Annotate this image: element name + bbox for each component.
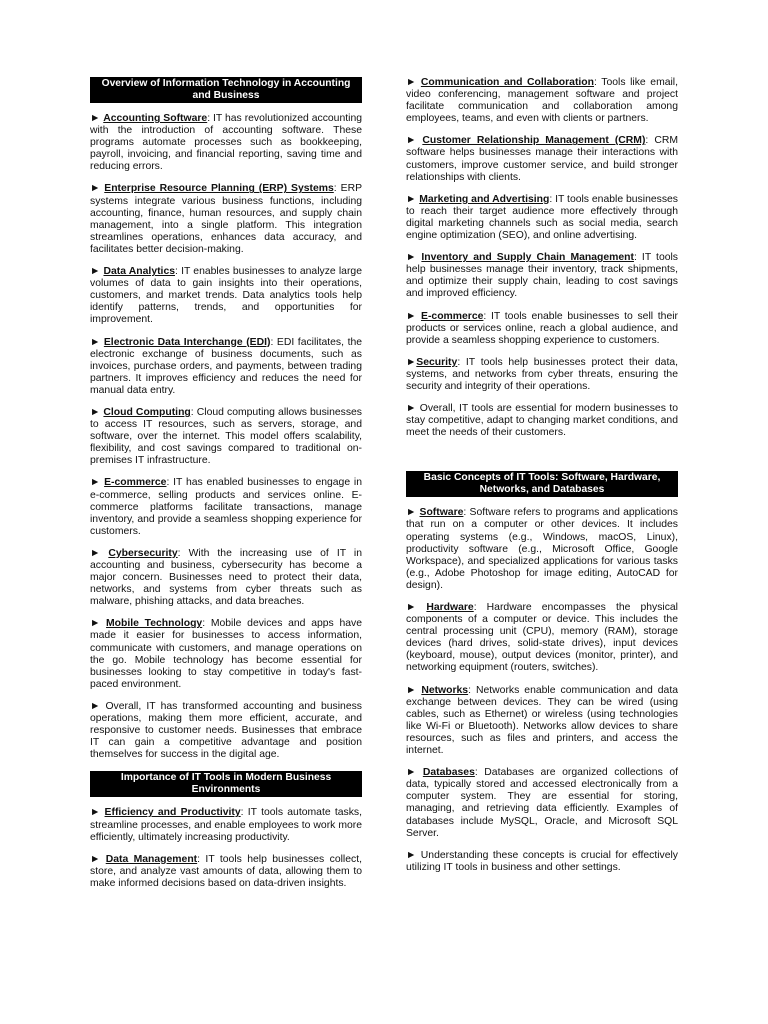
term-label: Security (416, 356, 458, 368)
bullet-arrow-icon: ► (406, 767, 417, 779)
paragraph-enterprise-resource-planning-erp-systems (90, 183, 362, 256)
paragraph-text: Overall, IT tools are essential for modern businesses to stay competitive, adapt to changing market conditions, and meet the needs of their customers. (406, 403, 679, 439)
bullet-arrow-icon: ► (90, 807, 101, 819)
term-label: Cybersecurity (108, 547, 178, 559)
term-label: Networks (421, 684, 469, 696)
paragraph-summary (406, 850, 678, 874)
term-label: Cloud Computing (103, 406, 191, 418)
bullet-arrow-icon: ► (406, 135, 417, 147)
section-heading: Importance of IT Tools in Modern Business Environments (90, 771, 362, 797)
paragraph-text: : With the increasing use of IT in accounting and business, cybersecurity has become a major concern. Businesses need to protect their data, networks, and systems from cyber threats such as malware, phishing attacks, and data breaches. (90, 547, 362, 608)
paragraph-text: : Software refers to programs and applications that run on a computer or other devices. It includes operating systems (e.g., Windows, macOS, Linux), productivity software (e.g., Microsoft Office, Google Workspace), and specialized applications for various tasks (e.g., Adobe Photoshop for image editing, AutoCAD for design). (406, 507, 678, 591)
bullet-arrow-icon: ► (406, 310, 417, 322)
paragraph-text: : Networks enable communication and data exchange between devices. They can be wired (using cables, such as Ethernet) or wireless (using technologies like Wi-Fi or Bluetooth). Networks allow devices to share resources, such as files and printers, and access the internet. (406, 684, 678, 757)
paragraph-text: : Hardware encompasses the physical components of a computer or device. This includes the central processing unit (CPU), memory (RAM), storage devices (hard drives, solid-state drives), input devices (keyboard, mouse), output devices (monitor, printer), and networking equipment (routers, switches). (406, 602, 678, 674)
paragraph-e-commerce (90, 477, 362, 537)
section-heading: Basic Concepts of IT Tools: Software, Hardware, Networks, and Databases (406, 471, 678, 497)
bullet-arrow-icon: ► (406, 403, 417, 415)
paragraph-data-analytics (90, 266, 362, 326)
paragraph-networks (406, 685, 678, 758)
term-label: Mobile Technology (106, 618, 203, 630)
paragraph-text: : IT enables businesses to analyze large volumes of data to gain insights into their operations, customers, and market trends. Data analytics tools help identify patterns, trends, and opportunities for improvement. (90, 266, 362, 326)
term-label: Hardware (426, 602, 474, 613)
bullet-arrow-icon: ► (90, 700, 101, 712)
bullet-arrow-icon: ► (90, 113, 101, 124)
paragraph-marketing-and-advertising (406, 194, 678, 242)
paragraph-software (406, 507, 678, 592)
bullet-arrow-icon: ► (406, 602, 417, 613)
paragraph-text: : Cloud computing allows businesses to access IT resources, such as servers, storage, and software, over the internet. This model offers scalability, flexibility, and cost savings compared to traditional on-premises IT infrastructure. (90, 406, 362, 467)
paragraph-text: : Databases are organized collections of data, typically stored and accessed electronically from a computer system. They are essential for storing, managing, and retrieving data efficiently. Examples of databases include MySQL, Oracle, and Microsoft SQL Server. (406, 767, 678, 839)
right-column (406, 77, 678, 884)
bullet-arrow-icon: ► (90, 183, 101, 195)
paragraph-text: : IT tools help businesses collect, store, and analyze vast amounts of data, allowing them to make informed decisions based on data-driven insights. (90, 853, 362, 889)
term-label: Communication and Collaboration (420, 77, 594, 88)
paragraph-summary (90, 701, 362, 761)
term-label: E-commerce (421, 310, 484, 322)
bullet-arrow-icon: ► (406, 356, 417, 368)
paragraph-data-management (90, 854, 362, 890)
bullet-arrow-icon: ► (90, 547, 101, 559)
term-label: Inventory and Supply Chain Management (421, 252, 634, 264)
bullet-arrow-icon: ► (406, 507, 417, 519)
paragraph-text: Understanding these concepts is crucial for effectively utilizing IT tools in business and other settings. (406, 849, 678, 873)
bullet-arrow-icon: ► (406, 77, 417, 88)
bullet-arrow-icon: ► (90, 336, 101, 348)
term-label: E-commerce (104, 477, 167, 489)
bullet-arrow-icon: ► (406, 252, 417, 264)
paragraph-cybersecurity (90, 548, 362, 608)
bullet-arrow-icon: ► (90, 266, 101, 278)
paragraph-e-commerce (406, 311, 678, 347)
term-label: Data Management (105, 853, 198, 865)
bullet-arrow-icon: ► (406, 193, 417, 205)
paragraph-mobile-technology (90, 618, 362, 691)
bullet-arrow-icon: ► (90, 618, 101, 630)
paragraph-summary (406, 403, 678, 439)
term-label: Databases (422, 767, 475, 779)
term-label: Enterprise Resource Planning (ERP) Systems (104, 183, 334, 195)
paragraph-communication-and-collaboration (406, 77, 678, 125)
paragraph-text: : Tools like email, video conferencing, management software and project facilitate communication and collaboration among employees, teams, and even with clients or partners. (406, 77, 679, 125)
paragraph-databases (406, 767, 678, 840)
paragraph-security (406, 357, 678, 393)
paragraph-electronic-data-interchange-edi (90, 337, 362, 397)
term-label: Electronic Data Interchange (EDI) (103, 336, 271, 348)
term-label: Customer Relationship Management (CRM) (422, 135, 646, 147)
bullet-arrow-icon: ► (406, 684, 417, 696)
paragraph-inventory-and-supply-chain-management (406, 252, 678, 300)
paragraph-text: : IT has revolutionized accounting with the introduction of accounting software. These programs automate processes such as bookkeeping, payroll, invoicing, and financial reporting, saving time and reducing errors. (90, 113, 362, 173)
bullet-arrow-icon: ► (90, 853, 101, 865)
term-label: Software (419, 507, 464, 519)
paragraph-text: : IT tools enable businesses to reach their target audience more effectively through digital marketing channels such as social media, search engine optimization (SEO), and online advertising. (406, 193, 678, 242)
paragraph-hardware (406, 602, 678, 675)
paragraph-text: : IT tools help businesses protect their data, systems, and networks from cyber threats, ensuring the security and integrity of their operations. (406, 356, 678, 392)
section-spacer (406, 449, 678, 471)
paragraph-text: : IT tools automate tasks, streamline processes, and enable employees to work more efficiently, ultimately increasing productivity. (90, 807, 362, 843)
bullet-arrow-icon: ► (90, 406, 101, 418)
left-column (90, 77, 362, 900)
paragraph-customer-relationship-management-crm (406, 135, 678, 183)
paragraph-text: : EDI facilitates, the electronic exchange of business documents, such as invoices, purchase orders, and payments, between trading partners. It improves efficiency and reduces the need for manual data entry. (90, 336, 363, 396)
paragraph-cloud-computing (90, 407, 362, 467)
paragraph-text: : IT tools help businesses manage their inventory, track shipments, and optimize their supply chain, leading to cost savings and improved efficiency. (406, 252, 679, 300)
term-label: Marketing and Advertising (419, 193, 550, 205)
paragraph-accounting-software (90, 113, 362, 173)
bullet-arrow-icon: ► (406, 849, 417, 861)
paragraph-text: Overall, IT has transformed accounting and business operations, making them more efficient, accurate, and responsive to customer needs. Businesses that embrace IT can gain a competitive advantage and position themselves for success in the digital age. (90, 700, 362, 761)
paragraph-text: : IT has enabled businesses to engage in e-commerce, selling products and services online. E-commerce platforms facilitate transactions, manage inventory, and provide a seamless shopping experience for customers. (90, 477, 362, 537)
paragraph-text: : CRM software helps businesses manage their interactions with customers, improve customer service, and build stronger relationships with clients. (406, 135, 678, 183)
section-heading: Overview of Information Technology in Accounting and Business (90, 77, 362, 103)
term-label: Efficiency and Productivity (104, 807, 241, 819)
paragraph-text: : IT tools enable businesses to sell their products or services online, reach a global audience, and provide a seamless shopping experience to customers. (406, 310, 679, 346)
term-label: Data Analytics (103, 266, 175, 278)
paragraph-efficiency-and-productivity (90, 807, 362, 843)
paragraph-text: : ERP systems integrate various business functions, including accounting, finance, human resources, and supply chain management, into a single platform. This integration streamlines operations, enhances data accuracy, and facilitates better decision-making. (90, 183, 362, 255)
term-label: Accounting Software (103, 113, 208, 124)
bullet-arrow-icon: ► (90, 477, 101, 489)
paragraph-text: : Mobile devices and apps have made it easier for businesses to access information, communicate with customers, and manage operations on the go. Mobile technology has become essential for businesses looking to stay competitive in today's fast-paced environment. (90, 618, 362, 690)
